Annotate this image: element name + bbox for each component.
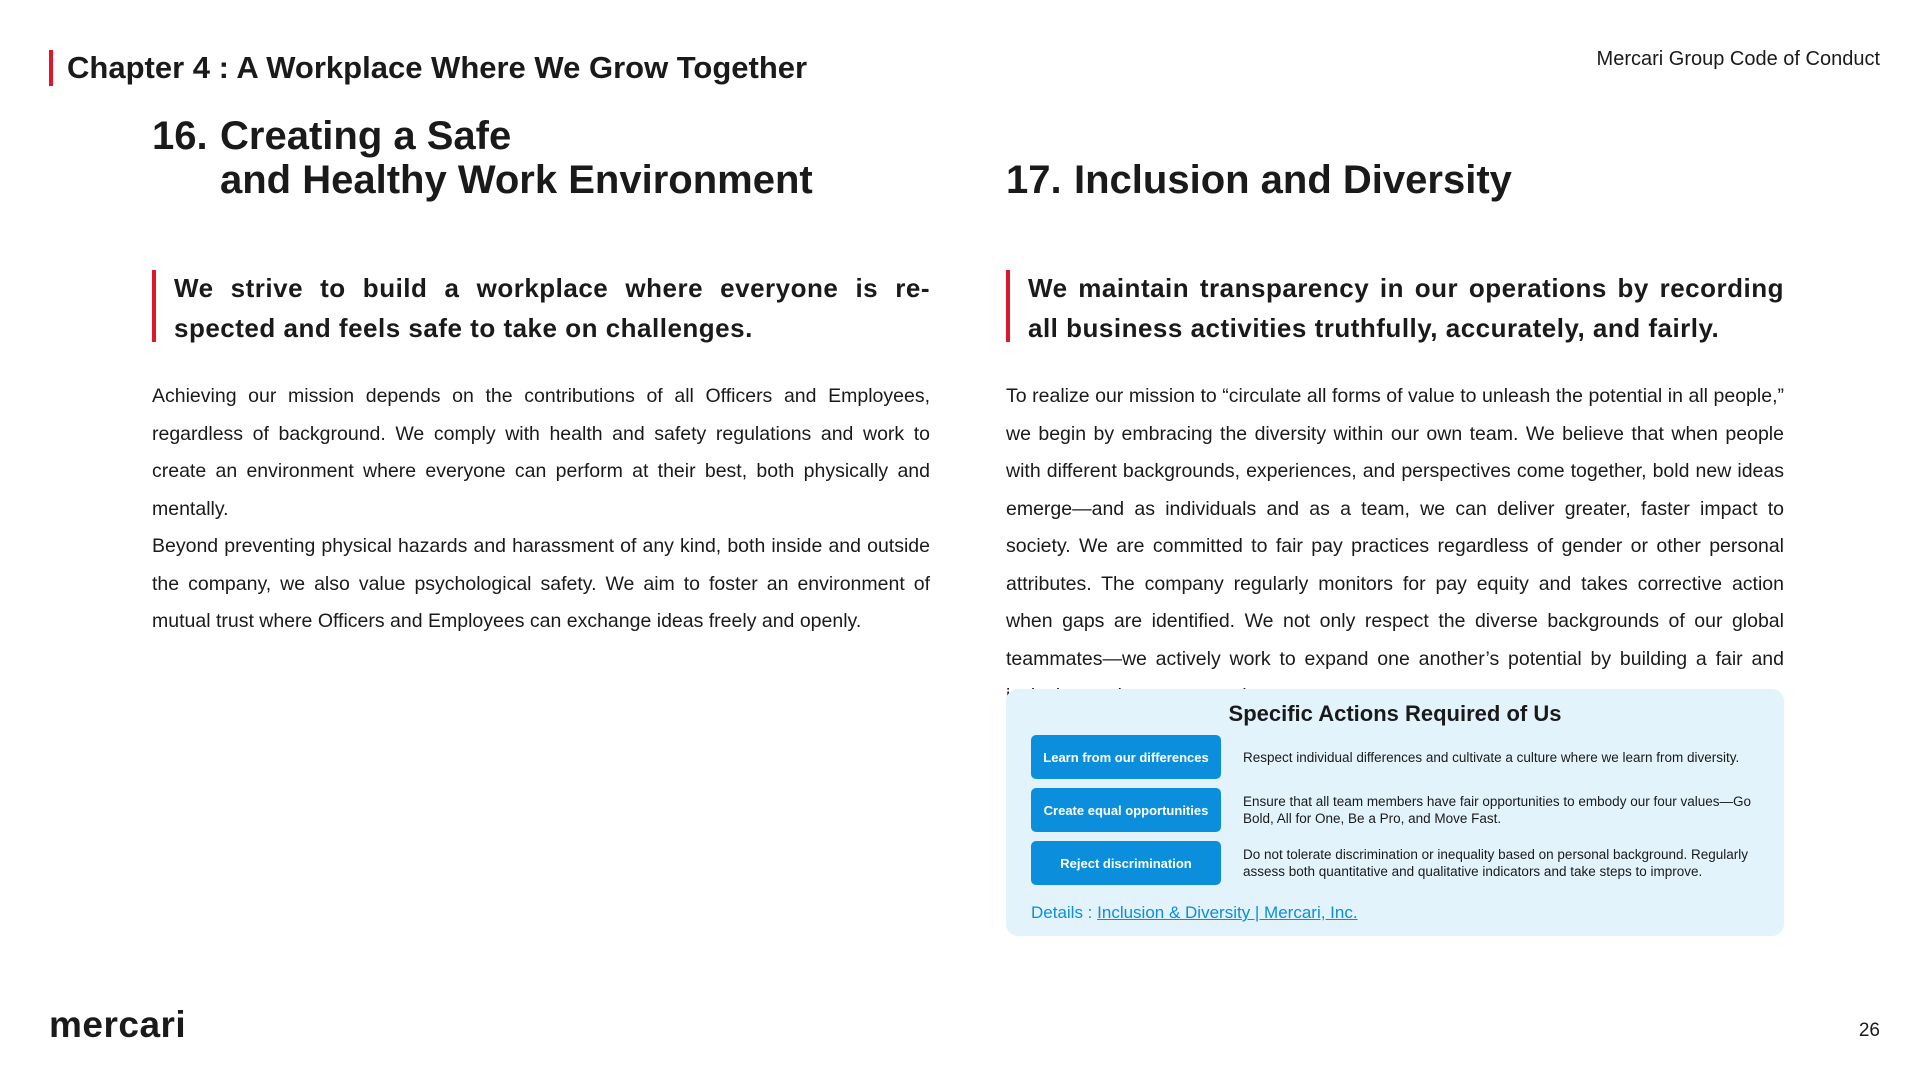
action-learn-from-differences: Learn from our differences: [1031, 735, 1221, 779]
document-title: Mercari Group Code of Conduct: [1596, 48, 1880, 70]
details-link[interactable]: Inclusion & Diversity | Mercari, Inc.: [1097, 903, 1358, 922]
details-prefix: Details :: [1031, 903, 1098, 922]
lead-accent-bar: [1006, 270, 1010, 342]
page-number: 26: [1858, 1020, 1880, 1041]
action-create-equal-opportunities: Create equal opportunities: [1031, 788, 1221, 832]
section-16-paragraph-2: Beyond preventing physical hazards and harassment of any kind, both inside and outside the company, we also value psychological safety. We aim to foster an environment of mutual trust where Officers and Employees can exchange ideas freely and openly.: [152, 535, 930, 632]
section-16-paragraph-1: Achieving our mission depends on the contributions of all Officers and Employees, regardless of background. We comply with health and safety regulations and work to create an environment where everyone can perform at their best, both physically and mentally.: [152, 385, 930, 520]
section-16-title-line2: and Healthy Work Environment: [220, 158, 813, 202]
chapter-accent-bar: [49, 50, 53, 86]
section-16-lead-text: We strive to build a workplace where everyone is re-spected and feels safe to take on challenges.: [174, 273, 930, 343]
section-16-title-line1: Creating a Safe: [220, 114, 512, 158]
section-17-lead: [1006, 268, 1784, 348]
action-description: Ensure that all team members have fair opportunities to embody our four values—Go Bold, All for One, Be a Pro, and Move Fast.: [1243, 794, 1752, 826]
action-row: [1031, 841, 1766, 885]
section-17-number: 17.: [1006, 158, 1062, 202]
section-16-body: [152, 378, 930, 641]
mercari-logo: mercari: [49, 1004, 187, 1045]
action-description: Do not tolerate discrimination or inequality based on personal background. Regularly assess both quantitative and qualitative indicators and take steps to improve.: [1243, 847, 1749, 879]
specific-actions-box: [1006, 689, 1784, 936]
section-16-heading: [152, 114, 813, 202]
section-17-title: Inclusion and Diversity: [1074, 158, 1512, 202]
actions-title: Specific Actions Required of Us: [1228, 701, 1562, 726]
action-row: [1031, 735, 1766, 779]
section-17-heading: [1006, 158, 1512, 202]
section-16-number: 16.: [152, 114, 208, 158]
section-17-paragraph: To realize our mission to “circulate all forms of value to unleash the potential in all people,” we begin by embracing the diversity within our own team. We believe that when people with different backgrounds, experiences, and perspectives come together, bold new ideas emerge—and as individuals and as a team, we can deliver greater, faster impact to society. We are committed to fair pay practices regardless of gender or other personal attributes. The company regularly monitors for pay equity and takes corrective action when gaps are identified. We not only respect the diverse backgrounds of our global teammates—we actively work to expand one another’s potential by building a fair and: [1006, 385, 1784, 670]
chapter-title: Chapter 4 : A Workplace Where We Grow Together: [67, 50, 808, 85]
lead-accent-bar: [152, 270, 156, 342]
action-row: [1031, 788, 1766, 832]
section-17-lead-text: We maintain transparency in our operations by recording all business activities truthfully, accurately, and fairly.: [1028, 273, 1784, 343]
section-16-lead: [152, 268, 930, 348]
section-17-body: [1006, 378, 1784, 716]
chapter-header: [49, 48, 807, 88]
details-line: [1031, 903, 1358, 923]
action-reject-discrimination: Reject discrimination: [1031, 841, 1221, 885]
action-description: Respect individual differences and cultivate a culture where we learn from diversity.: [1243, 749, 1740, 765]
